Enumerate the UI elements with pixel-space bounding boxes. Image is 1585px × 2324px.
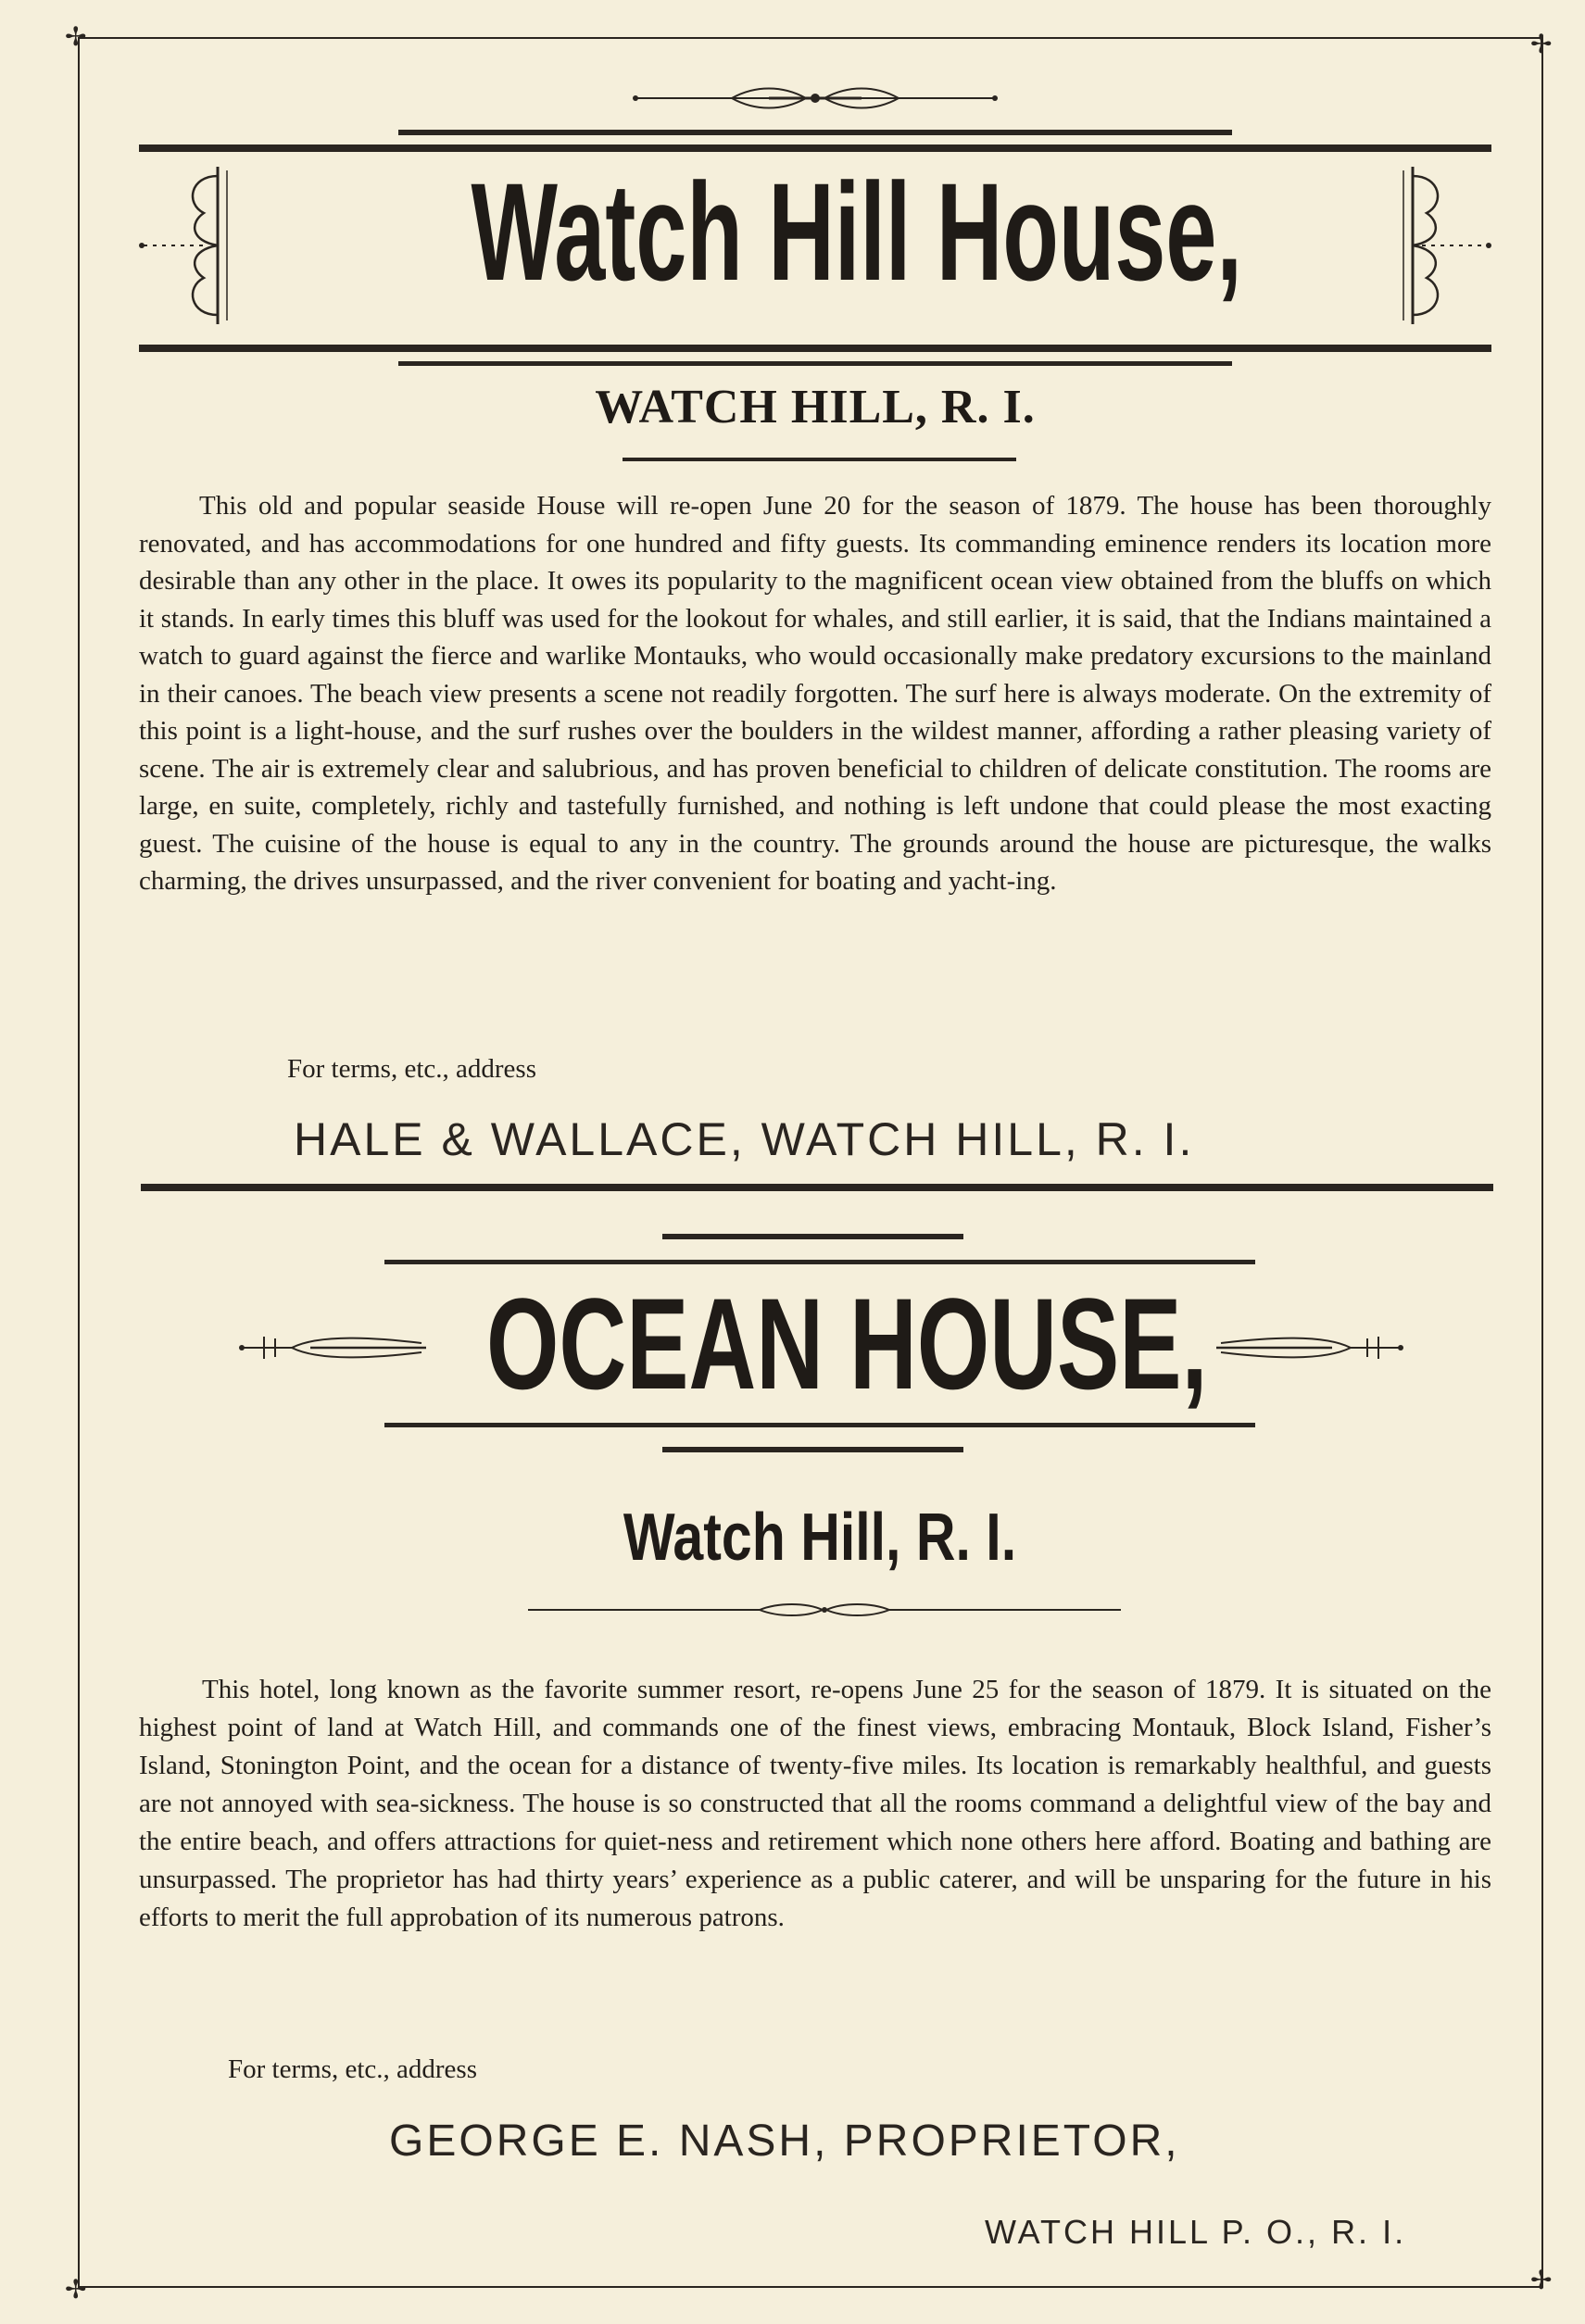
- watch-hill-house-proprietors: HALE & WALLACE, WATCH HILL, R. I.: [294, 1113, 1195, 1165]
- short-rule: [662, 1234, 963, 1239]
- ocean-house-proprietor: GEORGE E. NASH, PROPRIETOR,: [389, 2117, 1180, 2166]
- short-rule: [662, 1447, 963, 1452]
- watch-hill-house-description: This old and popular seaside House will re-open June 20 for the season of 1879. The house has been thoroughly renovated, and has accommodations for one hundred and fifty guests. Its commanding eminence renders its location more desirable than any other in the place. It owes its popularity to the magnificent ocean view obtained from the bluffs on which it stands. In early times this bluff was used for the lookout for whales, and still earlier, it is said, that the Indians maintained a watch to guard against the fierce and warlike Montauks, who would occasionally make predatory excursions to the mainland in their canoes. The beach view presents a scene not readily forgotten. The surf here is always moderate. On the extremity of this point is a light-house, and the surf rushes over the boulders in the wildest manner, affording a rather pleasing variety of scene. The air is extremely clear and salubrious, and has proven beneficial to children of delicate constitution. The rooms are large, en suite, completely, richly and tastefully furnished, and nothing is left undone that could please the most exacting guest. The cuisine of the house is equal to any in the country. The grounds around the house are picturesque, the walks charming, the drives unsurpassed, and the river convenient for boating and yacht-ing.: [139, 491, 1491, 896]
- corner-ornament-icon: ✢: [65, 2274, 87, 2305]
- watch-hill-house-title: Watch Hill House,: [471, 154, 1242, 309]
- watch-hill-house-location: WATCH HILL, R. I.: [595, 381, 1036, 433]
- ocean-house-location: Watch Hill, R. I.: [623, 1501, 1017, 1575]
- ocean-house-terms-note: For terms, etc., address: [228, 2054, 477, 2084]
- corner-ornament-icon: ✢: [1530, 29, 1553, 59]
- short-rule: [623, 458, 1016, 461]
- heavy-rule: [139, 144, 1491, 152]
- divider-ornament-icon: [528, 1597, 1121, 1623]
- heavy-rule: [141, 1184, 1493, 1191]
- medium-rule: [384, 1260, 1255, 1264]
- ocean-house-title: OCEAN HOUSE,: [486, 1271, 1208, 1416]
- flourish-ornament-icon: [630, 78, 1000, 119]
- watch-hill-house-terms-note: For terms, etc., address: [287, 1054, 536, 1084]
- corner-ornament-icon: ✢: [1530, 2265, 1553, 2295]
- short-rule: [398, 361, 1232, 366]
- medium-rule: [384, 1423, 1255, 1427]
- corner-ornament-icon: ✢: [65, 21, 87, 52]
- short-rule: [398, 130, 1232, 135]
- flourish-ornament-icon: [1212, 1325, 1406, 1371]
- ocean-house-post-office: WATCH HILL P. O., R. I.: [985, 2213, 1407, 2251]
- scroll-bracket-icon: [134, 157, 236, 333]
- ocean-house-description: This hotel, long known as the favorite summer resort, re-opens June 25 for the season of 1879. It is situated on the highest point of land at Watch Hill, and commands one of the finest views, embracing Montauk, Block Island, Fisher’s Island, Stonington Point, and the ocean for a distance of twenty-five miles. Its location is remarkably healthful, and guests are not annoyed with sea-sickness. The house is so constructed that all the rooms command a delightful view of the bay and the entire beach, and offers attractions for quiet-ness and retirement which none others here afford. Boating and bathing are unsurpassed. The proprietor has had thirty years’ experience as a public caterer, and will be unsparing for the future in his efforts to merit the full approbation of its numerous patrons.: [139, 1675, 1491, 1932]
- flourish-ornament-icon: [236, 1325, 431, 1371]
- heavy-rule: [139, 345, 1491, 352]
- scroll-bracket-icon: [1394, 157, 1496, 333]
